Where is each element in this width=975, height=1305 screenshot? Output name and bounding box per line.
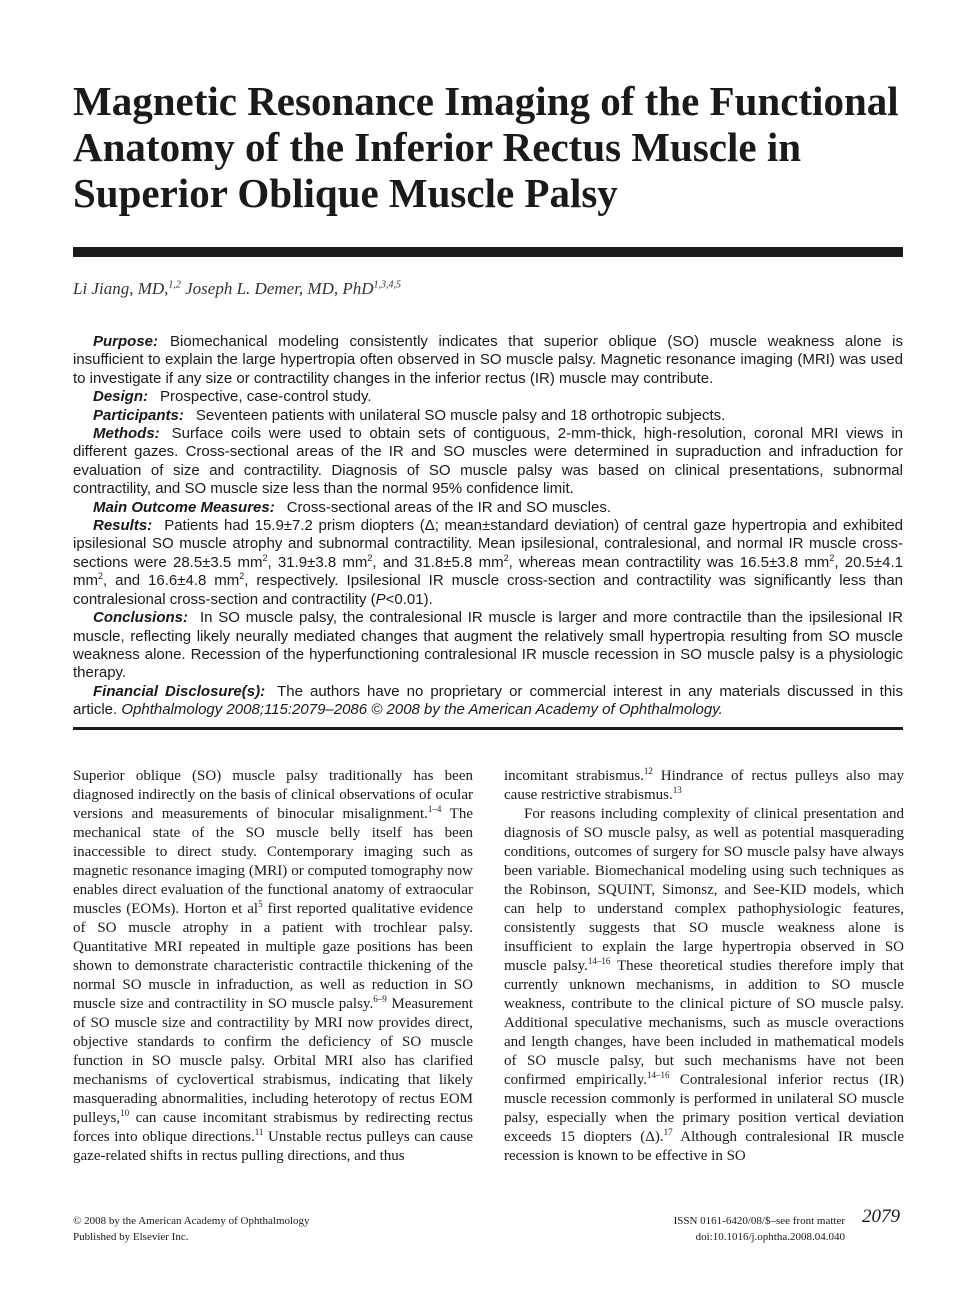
footer-right [600, 1213, 845, 1245]
reference[interactable]: 12 [643, 766, 653, 776]
publisher: Published by Elsevier Inc. [73, 1231, 189, 1243]
abstract-outcome: Main Outcome Measures: Cross-sectional areas of the IR and SO muscles. [93, 498, 612, 516]
citation: Ophthalmology 2008;115:2079–2086 © 2008 by the American Academy of Ophthalmology. [121, 701, 723, 719]
reference[interactable]: 6–9 [373, 994, 387, 1004]
author-2-affiliation: 1,3,4,5 [373, 279, 402, 291]
reference[interactable]: 13 [672, 785, 682, 795]
abstract-rule [73, 727, 903, 730]
authors [73, 279, 401, 299]
reference[interactable]: 14–16 [587, 956, 611, 966]
doi[interactable]: doi:10.1016/j.ophtha.2008.04.040 [695, 1231, 845, 1243]
issn: ISSN 0161-6420/08/$–see front matter [673, 1215, 845, 1227]
author-2: Joseph L. Demer, MD, PhD [185, 279, 374, 298]
abstract-design: Design: Prospective, case-control study. [93, 388, 372, 406]
reference[interactable]: 5 [258, 899, 263, 909]
title-rule [73, 247, 903, 257]
body-column-left [73, 767, 473, 1166]
copyright: © 2008 by the American Academy of Ophthalmology [73, 1215, 310, 1227]
abstract-disclosure: Financial Disclosure(s): The authors have no proprietary or commercial interest in any materials discussed in this article. Ophthalmology 2008;115:2079–2086 © 2008 by the American Academy of Ophthalmology. [73, 682, 903, 719]
reference[interactable]: 17 [663, 1127, 673, 1137]
abstract-participants: Participants: Seventeen patients with unilateral SO muscle palsy and 18 orthotropic subjects. [93, 406, 726, 424]
reference[interactable]: 10 [120, 1108, 130, 1118]
reference[interactable]: 11 [254, 1127, 264, 1137]
abstract [73, 333, 903, 720]
body-paragraph: incomitant strabismus.$^{12}$ Hindrance of rectus pulleys also may cause restrictive strabismus.$^{13}$ [504, 766, 904, 803]
reference[interactable]: 1–4 [427, 804, 442, 814]
page-number: 2079 [862, 1206, 900, 1227]
author-1-affiliation: 1,2 [168, 279, 181, 291]
abstract-methods: Methods: Surface coils were used to obtain sets of contiguous, 2-mm-thick, high-resolution, coronal MRI views in different gazes. Cross-sectional areas of the IR and SO muscles were determined in supraduction and infraduction for evaluation of size and contractility. Diagnosis of SO muscle palsy was based on clinical presentations, subnormal contractility, and SO muscle size less than the normal 95% confidence limit. [73, 425, 903, 498]
footer-left [73, 1213, 310, 1245]
abstract-results: Results: Patients had 15.9±7.2 prism diopters (Δ; mean±standard deviation) of central gaze hypertropia and exhibited ipsilesional SO muscle atrophy and subnormal contractility. Mean ipsilesional, contralesional, and normal IR muscle cross-sections were 28.5±3.5 $mm^2$, 31.9±3.8 $mm^2$, and 31.8±5.8 $mm^2$, whereas mean contractility was 16.5±3.8 $mm^2$, 20.5±4.1 $mm^2$, and 16.6±4.8 $mm^2$, respectively. Ipsilesional IR muscle cross-section and contractility was significantly less than contralesional cross-section and contractility (P<0.01). [73, 517, 904, 608]
body-paragraph: For reasons including complexity of clinical presentation and diagnosis of SO muscle palsy, as well as potential masquerading conditions, outcomes of surgery for SO muscle palsy have always been variable. Biomechanical modeling using such techniques as the Robinson, SQUINT, Simonsz, and See-KID models, which can help to understand complex pathophysiologic features, consistently suggests that SO muscle weakness alone is insufficient to explain the large hypertropia observed in SO muscle palsy.$^{14-16}$ These theoretical studies therefore imply that currently unknown mechanisms, in addition to SO muscle weakness, contribute to the clinical picture of SO muscle palsy. Additional speculative mechanisms, such as muscle overactions and length changes, have been included in mathematical models of SO muscle palsy, but such mechanisms have not been confirmed empirically.$^{14-16}$ Contralesional inferior rectus (IR) muscle recession commonly is performed in unilateral SO muscle palsy, especially when the primary position vertical deviation exceeds 15 diopters (Δ).$^{17}$ Although contralesional IR muscle recession is known to be effective in SO [504, 806, 904, 1164]
abstract-purpose: Purpose: Biomechanical modeling consistently indicates that superior oblique (SO) muscle weakness alone is insufficient to explain the large hypertropia often observed in SO muscle palsy. Magnetic resonance imaging (MRI) was used to investigate if any size or contractility changes in the inferior rectus (IR) muscle may contribute. [73, 333, 903, 387]
article-title: Magnetic Resonance Imaging of the Functional Anatomy of the Inferior Rectus Muscle in Superior Oblique Muscle Palsy [73, 78, 899, 216]
abstract-conclusions: Conclusions: In SO muscle palsy, the contralesional IR muscle is larger and more contractile than the ipsilesional IR muscle, reflecting likely neurally mediated changes that augment the relatively small hypertropia resulting from SO muscle weakness alone. Recession of the hyperfunctioning contralesional IR muscle recession in SO muscle palsy is a physiologic therapy. [73, 609, 903, 682]
reference[interactable]: 14–16 [647, 1070, 670, 1080]
author-1: Li Jiang, MD, [73, 279, 169, 298]
body-column-right [504, 767, 904, 1166]
body-paragraph: Superior oblique (SO) muscle palsy traditionally has been diagnosed indirectly on the basis of clinical observations of ocular versions and measurements of binocular misalignment.$^{1-4}$ The mechanical state of the SO muscle belly itself has been inaccessible to direct study. Contemporary imaging such as magnetic resonance imaging (MRI) or computed tomography now enables direct evaluation of the functional anatomy of extraocular muscles (EOMs). Horton et $al^5$ first reported qualitative evidence of SO muscle atrophy in a patient with trochlear palsy. Quantitative MRI repeated in multiple gaze positions has been shown to demonstrate characteristic contractile thickening of the normal SO muscle in infraduction, as well as reduction in SO muscle size and contractility in SO muscle palsy.$^{6-9}$ Measurement of SO muscle size and contractility by MRI now provides direct, objective standards to confirm the deficiency of SO muscle function in SO muscle palsy. Orbital MRI also has clarified mechanisms of cyclovertical strabismus, indicating that likely masquerading abnormalities, including heterotopy of rectus EOM pulleys,$^{10}$ can cause incomitant strabismus by redirecting rectus forces into oblique directions.$^{11}$ Unstable rectus pulleys can cause gaze-related shifts in rectus pulling directions, and thus [73, 768, 474, 1164]
